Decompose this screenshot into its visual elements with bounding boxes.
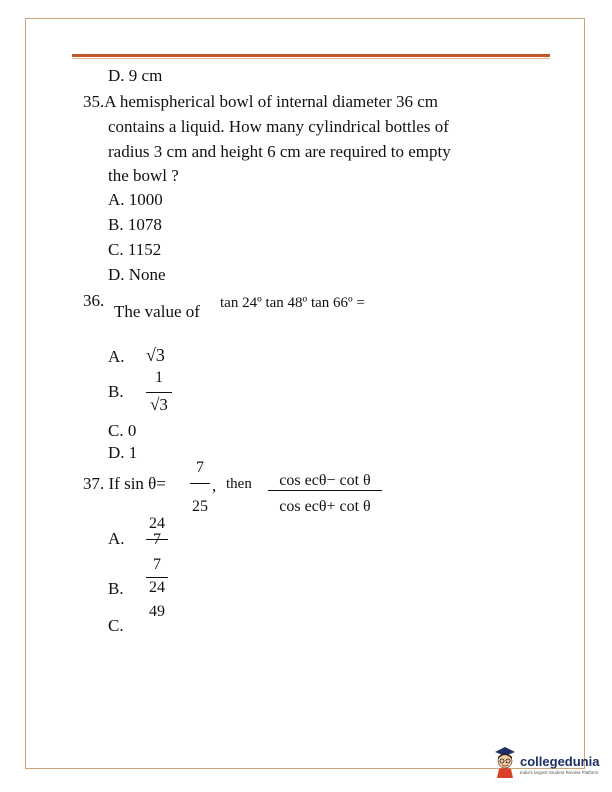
- q37-comma: ,: [212, 476, 217, 495]
- q37-given-fraction-bar: [190, 483, 210, 484]
- q36-prefix: The value of: [114, 302, 200, 321]
- q35-line2: contains a liquid. How many cylindrical bottles of: [108, 117, 449, 136]
- q36-option-c: C. 0: [108, 421, 137, 440]
- q35-option-b: B. 1078: [108, 215, 162, 234]
- brand-name: collegedunia: [520, 754, 600, 769]
- brand-tagline: India's largest Student Review Platform: [520, 770, 599, 775]
- q36-option-b-denominator: √3: [150, 395, 168, 414]
- mascot-logo-icon: [492, 744, 518, 783]
- q37-option-a-label: A.: [108, 529, 125, 548]
- q37-option-b-numerator: 7: [153, 556, 161, 573]
- q37-expression-fraction-bar: [268, 490, 382, 491]
- q35-line1: 35.A hemispherical bowl of internal diameter 36 cm: [83, 92, 439, 111]
- q36-expression: tan 24º tan 48º tan 66º =: [220, 295, 365, 311]
- q36-option-b-label: B.: [108, 382, 124, 401]
- q37-option-c-numerator: 49: [149, 603, 165, 620]
- header-rule-thin: [72, 58, 550, 59]
- q36-option-a-value: √3: [146, 345, 165, 365]
- q37-option-a-denominator: 7: [153, 531, 161, 548]
- q36-option-a-label: A.: [108, 347, 125, 366]
- q37-given-denominator: 25: [192, 498, 208, 515]
- q34-option-d: D. 9 cm: [108, 66, 163, 85]
- header-rule: [72, 54, 550, 57]
- q37-expression-numerator: cos ecθ− cot θ: [279, 472, 371, 489]
- q37-option-b-denominator: 24: [149, 579, 165, 596]
- q35-option-c: C. 1152: [108, 240, 162, 259]
- footer-rule: [26, 768, 478, 769]
- q37-option-b-label: B.: [108, 579, 124, 598]
- q37-then: then: [226, 476, 252, 492]
- q36-option-b-numerator: 1: [155, 369, 163, 386]
- q35-option-a: A. 1000: [108, 190, 163, 209]
- q37-prefix: 37. If sin θ=: [83, 474, 166, 493]
- q37-option-a-numerator: 24: [149, 515, 165, 532]
- q37-option-b-fraction-bar: [146, 577, 168, 578]
- q37-option-c-label: C.: [108, 616, 124, 635]
- q36-number: 36.: [83, 291, 105, 310]
- q35-option-d: D. None: [108, 265, 166, 284]
- q36-option-d: D. 1: [108, 443, 138, 462]
- q35-line4: the bowl ?: [108, 166, 179, 185]
- q35-line3: radius 3 cm and height 6 cm are required to empty: [108, 142, 451, 161]
- q37-expression-denominator: cos ecθ+ cot θ: [279, 498, 371, 515]
- q37-given-numerator: 7: [196, 459, 204, 476]
- q36-option-b-fraction-bar: [146, 392, 172, 393]
